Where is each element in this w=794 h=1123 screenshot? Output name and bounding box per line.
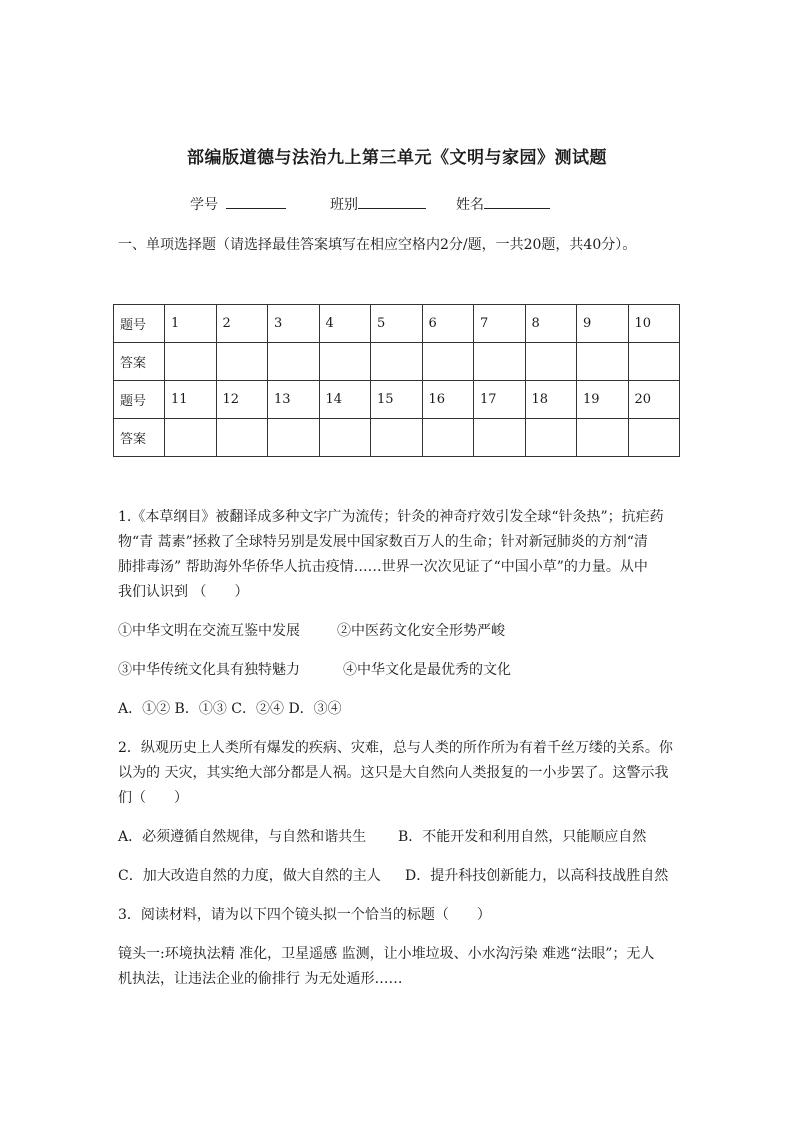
answer-cell[interactable]	[577, 343, 629, 381]
question-number-cell: 1	[165, 305, 217, 343]
q1-line: 物“青 蒿素”拯救了全球特另别是发展中国家数百万人的生命；针对新冠肺炎的方剂“清	[118, 534, 648, 550]
page-title: 部编版道德与法治九上第三单元《文明与家园》测试题	[187, 148, 607, 168]
question-number-cell: 13	[268, 381, 320, 419]
q1-statement-1: ①中华文明在交流互鉴中发展	[118, 623, 300, 639]
answer-cell[interactable]	[268, 419, 320, 457]
table-row	[114, 343, 680, 381]
answer-cell[interactable]	[371, 343, 423, 381]
answer-cell[interactable]	[474, 343, 526, 381]
table-row	[114, 381, 680, 419]
question-number-cell: 11	[165, 381, 217, 419]
question-number-cell: 6	[422, 305, 474, 343]
question-number-cell: 5	[371, 305, 423, 343]
answer-cell[interactable]	[525, 343, 577, 381]
question-number-cell: 16	[422, 381, 474, 419]
q1-statement-4: ④中华文化是最优秀的文化	[343, 662, 511, 678]
q1-statement-2: ②中医药文化安全形势严峻	[337, 623, 505, 639]
row-label-answer: 答案	[114, 419, 165, 457]
answer-cell[interactable]	[422, 419, 474, 457]
q1-line: 1.《本草纲目》被翻译成多种文字广为流传；针灸的神奇疗效引发全球“针灸热”；抗疟药	[118, 509, 664, 525]
answer-cell[interactable]	[474, 419, 526, 457]
row-label-number: 题号	[114, 381, 165, 419]
answer-cell[interactable]	[371, 419, 423, 457]
answer-cell[interactable]	[577, 419, 629, 457]
name-label: 姓名	[456, 197, 484, 213]
question-number-cell: 18	[525, 381, 577, 419]
answer-cell[interactable]	[628, 419, 680, 457]
question-number-cell: 9	[577, 305, 629, 343]
answer-cell[interactable]	[216, 419, 268, 457]
question-number-cell: 17	[474, 381, 526, 419]
question-number-cell: 15	[371, 381, 423, 419]
answer-cell[interactable]	[422, 343, 474, 381]
q2-option-b: B．不能开发和利用自然，只能顺应自然	[398, 829, 647, 845]
question-number-cell: 14	[319, 381, 371, 419]
q2-line: 2．纵观历史上人类所有爆发的疾病、灾难，总与人类的所作所为有着千丝万缕的关系。你	[118, 740, 673, 756]
q3-line: 机执法，让违法企业的偷排行 为无处遁形……	[118, 971, 403, 987]
q2-line: 以为的 天灾，其实绝大部分都是人祸。这只是大自然向人类报复的一小步罢了。这警示我	[118, 765, 669, 781]
answer-table	[113, 304, 680, 457]
table-row	[114, 305, 680, 343]
name-field	[456, 194, 550, 214]
question-number-cell: 2	[216, 305, 268, 343]
question-number-cell: 19	[577, 381, 629, 419]
answer-cell[interactable]	[628, 343, 680, 381]
q3-stem: 3．阅读材料，请为以下四个镜头拟一个恰当的标题（ ）	[118, 907, 491, 923]
question-number-cell: 10	[628, 305, 680, 343]
answer-cell[interactable]	[319, 343, 371, 381]
question-number-cell: 20	[628, 381, 680, 419]
q1-choices: A．①② B．①③ C．②④ D．③④	[118, 701, 342, 717]
q1-line: 肺排毒汤” 帮助海外华侨华人抗击疫情……世界一次次见证了“中国小草”的力量。从中	[118, 559, 648, 575]
name-blank[interactable]	[484, 194, 550, 209]
question-number-cell: 4	[319, 305, 371, 343]
class-label: 班别	[330, 197, 358, 213]
answer-cell[interactable]	[165, 343, 217, 381]
answer-cell[interactable]	[319, 419, 371, 457]
question-number-cell: 3	[268, 305, 320, 343]
question-number-cell: 8	[525, 305, 577, 343]
answer-cell[interactable]	[216, 343, 268, 381]
answer-cell[interactable]	[525, 419, 577, 457]
row-label-answer: 答案	[114, 343, 165, 381]
student-id-field	[190, 194, 286, 214]
class-blank[interactable]	[358, 194, 426, 209]
q2-line: 们（ ）	[118, 790, 188, 806]
answer-cell[interactable]	[165, 419, 217, 457]
row-label-number: 题号	[114, 305, 165, 343]
table-row	[114, 419, 680, 457]
question-number-cell: 7	[474, 305, 526, 343]
student-id-label: 学号	[190, 197, 218, 213]
q1-statement-3: ③中华传统文化具有独特魅力	[118, 662, 300, 678]
class-field	[330, 194, 426, 214]
section-heading: 一、单项选择题（请选择最佳答案填写在相应空格内2分/题，一共20题，共40分）。	[118, 237, 637, 253]
q2-option-d: D．提升科技创新能力，以高科技战胜自然	[405, 868, 669, 884]
answer-cell[interactable]	[268, 343, 320, 381]
q3-line: 镜头一:环境执法精 准化，卫星遥感 监测，让小堆垃圾、小水沟污染 难逃“法眼”；无人	[118, 946, 655, 962]
q2-option-c: C．加大改造自然的力度，做大自然的主人	[118, 868, 381, 884]
q2-option-a: A．必须遵循自然规律，与自然和谐共生	[118, 829, 367, 845]
student-id-blank[interactable]	[226, 194, 286, 209]
question-number-cell: 12	[216, 381, 268, 419]
q1-line: 我们认识到 （ ）	[118, 584, 249, 600]
